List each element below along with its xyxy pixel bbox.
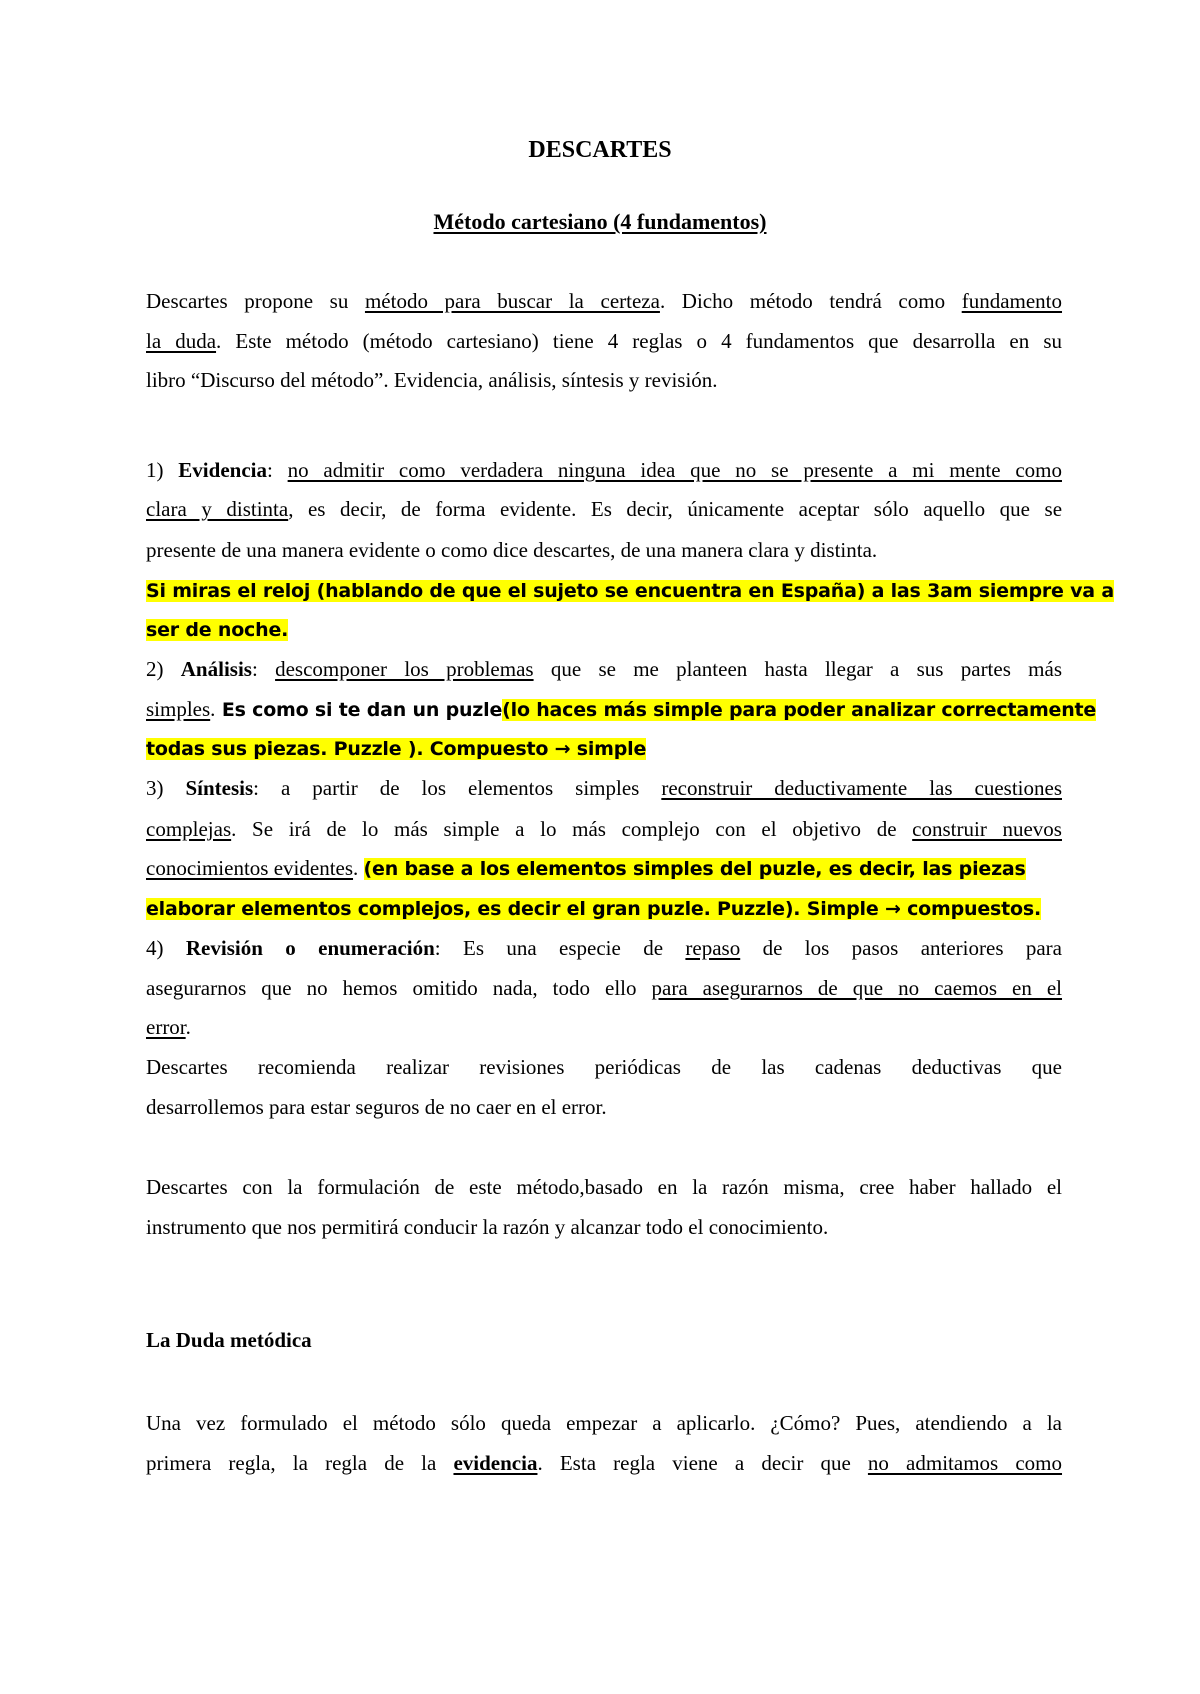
section-2-line-1: Una vez formulado el método sólo queda empezar a aplicarlo. ¿Cómo? Pues, atendiendo a la (146, 1411, 1062, 1435)
rule-4-para-line-1: Descartes recomienda realizar revisiones periódicas de las cadenas deductivas que (146, 1055, 1062, 1079)
rule-4-line-2: asegurarnos que no hemos omitido nada, todo ello para asegurarnos de que no caemos en el (146, 976, 1063, 1000)
rule-4-para-line-2: desarrollemos para estar seguros de no caer en el error. (146, 1095, 607, 1119)
section-heading-duda: La Duda metódica (146, 1328, 312, 1352)
rule-3-line-3: conocimientos evidentes. (en base a los elementos simples del puzle, es decir, las piezas (146, 856, 1026, 880)
section-2-line-2: primera regla, la regla de la evidencia. Esta regla viene a decir que no admitamos como (146, 1451, 1063, 1475)
document-subtitle: Método cartesiano (4 fundamentos) (433, 209, 767, 234)
rule-4-line-3: error. (146, 1015, 191, 1039)
rule-1-line-1: 1) Evidencia: no admitir como verdadera ninguna idea que no se presente a mi mente como (146, 458, 1062, 482)
rule-1-line-3: presente de una manera evidente o como dice descartes, de una manera clara y distinta. (146, 538, 878, 562)
rule-1-line-2: clara y distinta, es decir, de forma evidente. Es decir, únicamente aceptar sólo aquello que se (146, 497, 1063, 521)
conclusion-line-2: instrumento que nos permitirá conducir la razón y alcanzar todo el conocimiento. (146, 1215, 829, 1239)
intro-line-2: la duda. Este método (método cartesiano) tiene 4 reglas o 4 fundamentos que desarrolla en su (146, 329, 1062, 353)
intro-line-3: libro “Discurso del método”. Evidencia, análisis, síntesis y revisión. (146, 368, 718, 392)
intro-line-1: Descartes propone su método para buscar la certeza. Dicho método tendrá como fundamento (146, 289, 1063, 313)
rule-4-line-1: 4) Revisión o enumeración: Es una especie de repaso de los pasos anteriores para (146, 936, 1062, 960)
rule-3-line-2: complejas. Se irá de lo más simple a lo más complejo con el objetivo de construir nuevos (146, 817, 1062, 841)
rule-1-highlight-1: Si miras el reloj (hablando de que el sujeto se encuentra en España) a las 3am siempre va a (146, 580, 1114, 602)
rule-1-highlight-2: ser de noche. (146, 619, 289, 641)
rule-2-line-1: 2) Análisis: descomponer los problemas que se me planteen hasta llegar a sus partes más (146, 657, 1062, 681)
rule-2-line-2: simples. Es como si te dan un puzle(lo haces más simple para poder analizar correctamente (146, 697, 1097, 721)
document-title: DESCARTES (528, 137, 672, 163)
rule-2-line-3: todas sus piezas. Puzzle ). Compuesto → simple (146, 738, 647, 760)
rule-3-line-4: elaborar elementos complejos, es decir el gran puzle. Puzzle). Simple → compuestos. (146, 898, 1041, 920)
conclusion-line-1: Descartes con la formulación de este método,basado en la razón misma, cree haber hallado el (146, 1175, 1062, 1199)
rule-3-line-1: 3) Síntesis: a partir de los elementos simples reconstruir deductivamente las cuestiones (146, 776, 1062, 800)
